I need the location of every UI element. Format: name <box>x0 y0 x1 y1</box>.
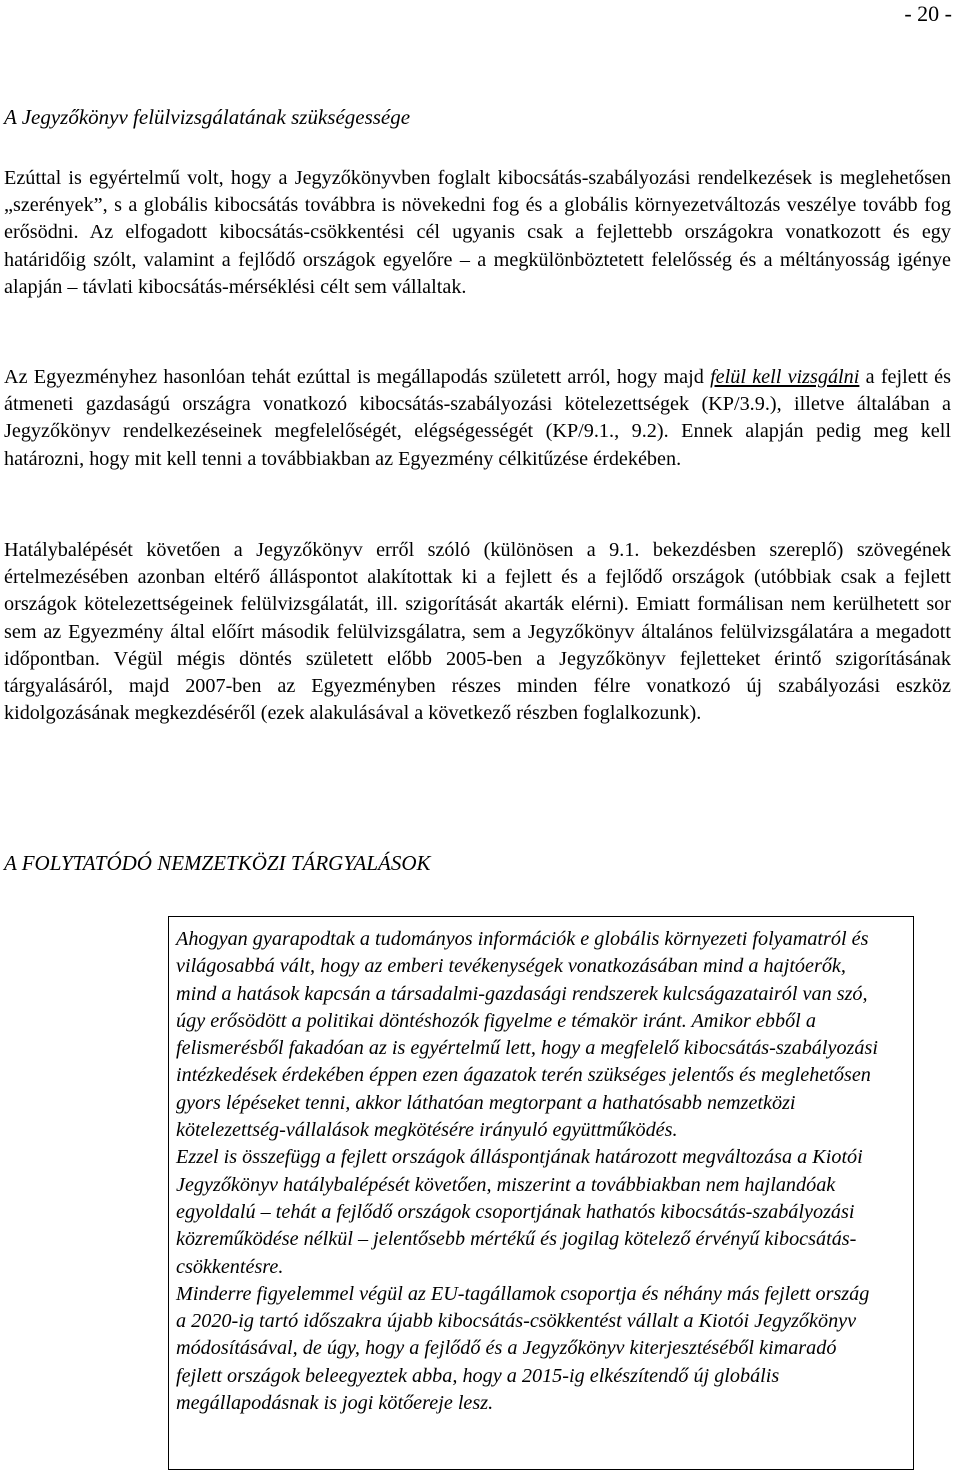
paragraph-2-text-before: Az Egyezményhez hasonlóan tehát ezúttal is megállapodás született arról, hogy majd <box>4 366 711 388</box>
section-title-necessity: A Jegyzőkönyv felülvizsgálatának szükségessége <box>4 105 411 129</box>
paragraph-3: Hatálybalépését követően a Jegyzőkönyv erről szóló (különösen a 9.1. bekezdésben szereplő) szövegének értelmezésében azonban eltérő álláspontot alakítottak ki a fejlett és a fejlődő országok (utóbbiak csak a fejlett országok kötelezettségeinek felülvizsgálatát, ill. szigorítását akarták elérni). Emiatt formálisan nem kerülhetett sor sem az Egyezmény által előírt második felülvizsgálatra, sem a Jegyzőkönyv általános felülvizsgálatára a megadott időpontban. Végül mégis döntés született előbb 2005-ben a Jegyzőkönyv fejletteket érintő szigorításának tárgyalásáról, majd 2007-ben az Egyezményben részes minden félre vonatkozó új szabályozási eszköz kidolgozásának megkezdéséről (ezek alakulásával a következő részben foglalkozunk). <box>4 539 951 725</box>
box-paragraph-3: Minderre figyelemmel végül az EU-tagállamok csoportja és néhány más fejlett ország a 2020-ig tartó időszakra újabb kibocsátás-csökkentést vállalt a Kiotói Jegyzőkönyv módosításával, de úgy, hogy a fejlődő és a Jegyzőkönyv kiterjesztéséből kimaradó fejlett országok beleegyeztek abba, hogy a 2015-ig elkészítendő új globális megállapodásnak is jogi kötőereje lesz. <box>176 1282 870 1415</box>
paragraph-2 <box>4 364 951 473</box>
section-title-negotiations: A FOLYTATÓDÓ NEMZETKÖZI TÁRGYALÁSOK <box>4 851 431 875</box>
emphasis-underlined: felül kell vizsgálni <box>710 366 860 388</box>
paragraph-1: Ezúttal is egyértelmű volt, hogy a Jegyzőkönyvben foglalt kibocsátás-szabályozási rendelkezések is meglehetősen „szerények”, s a globális kibocsátás továbbra is növekedni fog és a globális környezetváltozás veszélye tovább fog erősödni. Az elfogadott kibocsátás-csökkentési cél ugyanis csak a fejlettebb országokra vonatkozott és egy határidőig szólt, valamint a fejlődő országok egyelőre – a megkülönböztetett felelősség és a méltányosság igénye alapján – távlati kibocsátás-mérséklési célt sem vállaltak. <box>4 167 951 298</box>
box-paragraph-2: Ezzel is összefügg a fejlett országok álláspontjának határozott megváltozása a Kiotói Jegyzőkönyv hatálybalépését követően, miszerint a továbbiakban nem hajlandóak egyoldalú – tehát a fejlődő országok csoportjának hathatós kibocsátás-szabályozási közreműködése nélkül – jelentősebb mértékű és jogilag kötelező érvényű kibocsátás-csökkentésre. <box>176 1146 863 1278</box>
page-number: - 20 - <box>904 1 952 26</box>
paragraph-2-text-after: a fejlett és átmeneti gazdaságú országra vonatkozó kibocsátás-szabályozási kötelezettségek (KP/3.9.), illetve általában a Jegyzőkönyv rendelkezéseinek megfelelőségét, elégségességét (KP/9.1., 9.2). Ennek alapján pedig meg kell határozni, hogy mit kell tenni a továbbiakban az Egyezmény célkitűzése érdekében. <box>4 366 951 470</box>
box-paragraph-1: Ahogyan gyarapodtak a tudományos információk e globális környezeti folyamatról és világosabbá vált, hogy az emberi tevékenységek vonatkozásában mind a hajtóerők, mind a hatások kapcsán a társadalmi-gazdasági rendszerek kulcságazatairól van szó, úgy erősödött a politikai döntéshozók figyelme e témakör iránt. Amikor ebből a felismerésből fakadóan az is egyértelmű lett, hogy a megfelelő kibocsátás-szabályozási intézkedések érdekében éppen ezen ágazatok terén szükséges jelentős és meglehetősen gyors lépéseket tenni, akkor láthatóan megtorpant a hathatósabb nemzetközi kötelezettség-vállalások megkötésére irányuló együttműködés. <box>176 928 878 1142</box>
highlight-box <box>168 916 914 1470</box>
